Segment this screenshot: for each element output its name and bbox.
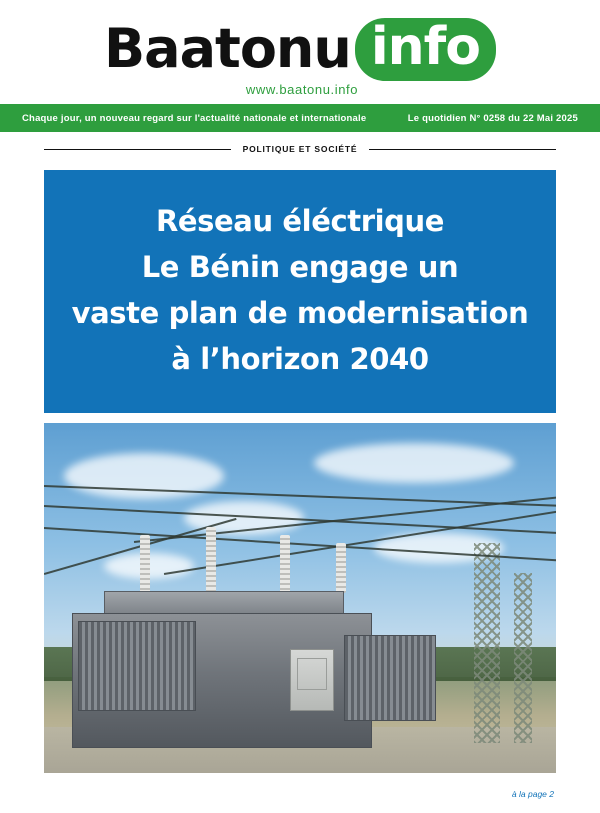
rubric-label: POLITIQUE ET SOCIÉTÉ bbox=[231, 144, 370, 154]
control-cabinet bbox=[290, 649, 334, 711]
edition-info: Le quotidien N° 0258 du 22 Mai 2025 bbox=[407, 112, 578, 124]
website-url[interactable]: www.baatonu.info bbox=[245, 82, 359, 97]
section-rubric bbox=[0, 132, 600, 166]
lattice-tower-icon bbox=[514, 573, 532, 743]
headline-line-1: Réseau éléctrique bbox=[155, 203, 445, 238]
insulator-bushing bbox=[336, 543, 346, 593]
lead-photo bbox=[44, 423, 556, 773]
insulator-bushing bbox=[140, 535, 150, 593]
power-line bbox=[44, 505, 556, 534]
cloud-icon bbox=[314, 443, 514, 483]
headline-line-4: à l’horizon 2040 bbox=[171, 341, 429, 376]
logo[interactable] bbox=[0, 18, 600, 80]
headline-line-2: Le Bénin engage un bbox=[141, 249, 459, 284]
transformer-radiator bbox=[344, 635, 436, 721]
insulator-bushing bbox=[206, 527, 216, 593]
logo-pill-info: info bbox=[355, 18, 496, 81]
lattice-tower-icon bbox=[474, 543, 500, 743]
logo-wordmark: Baatonu bbox=[103, 17, 351, 80]
tagline-bar bbox=[0, 104, 600, 132]
power-transformer-photo bbox=[44, 423, 556, 773]
page-reference: à la page 2 bbox=[511, 789, 554, 799]
headline-line-3: vaste plan de modernisation bbox=[71, 295, 529, 330]
transformer-radiator bbox=[78, 621, 196, 711]
insulator-bushing bbox=[280, 535, 290, 593]
tagline-text: Chaque jour, un nouveau regard sur l'actualité nationale et internationale bbox=[22, 112, 367, 124]
masthead bbox=[0, 0, 600, 104]
headline-block bbox=[44, 170, 556, 413]
